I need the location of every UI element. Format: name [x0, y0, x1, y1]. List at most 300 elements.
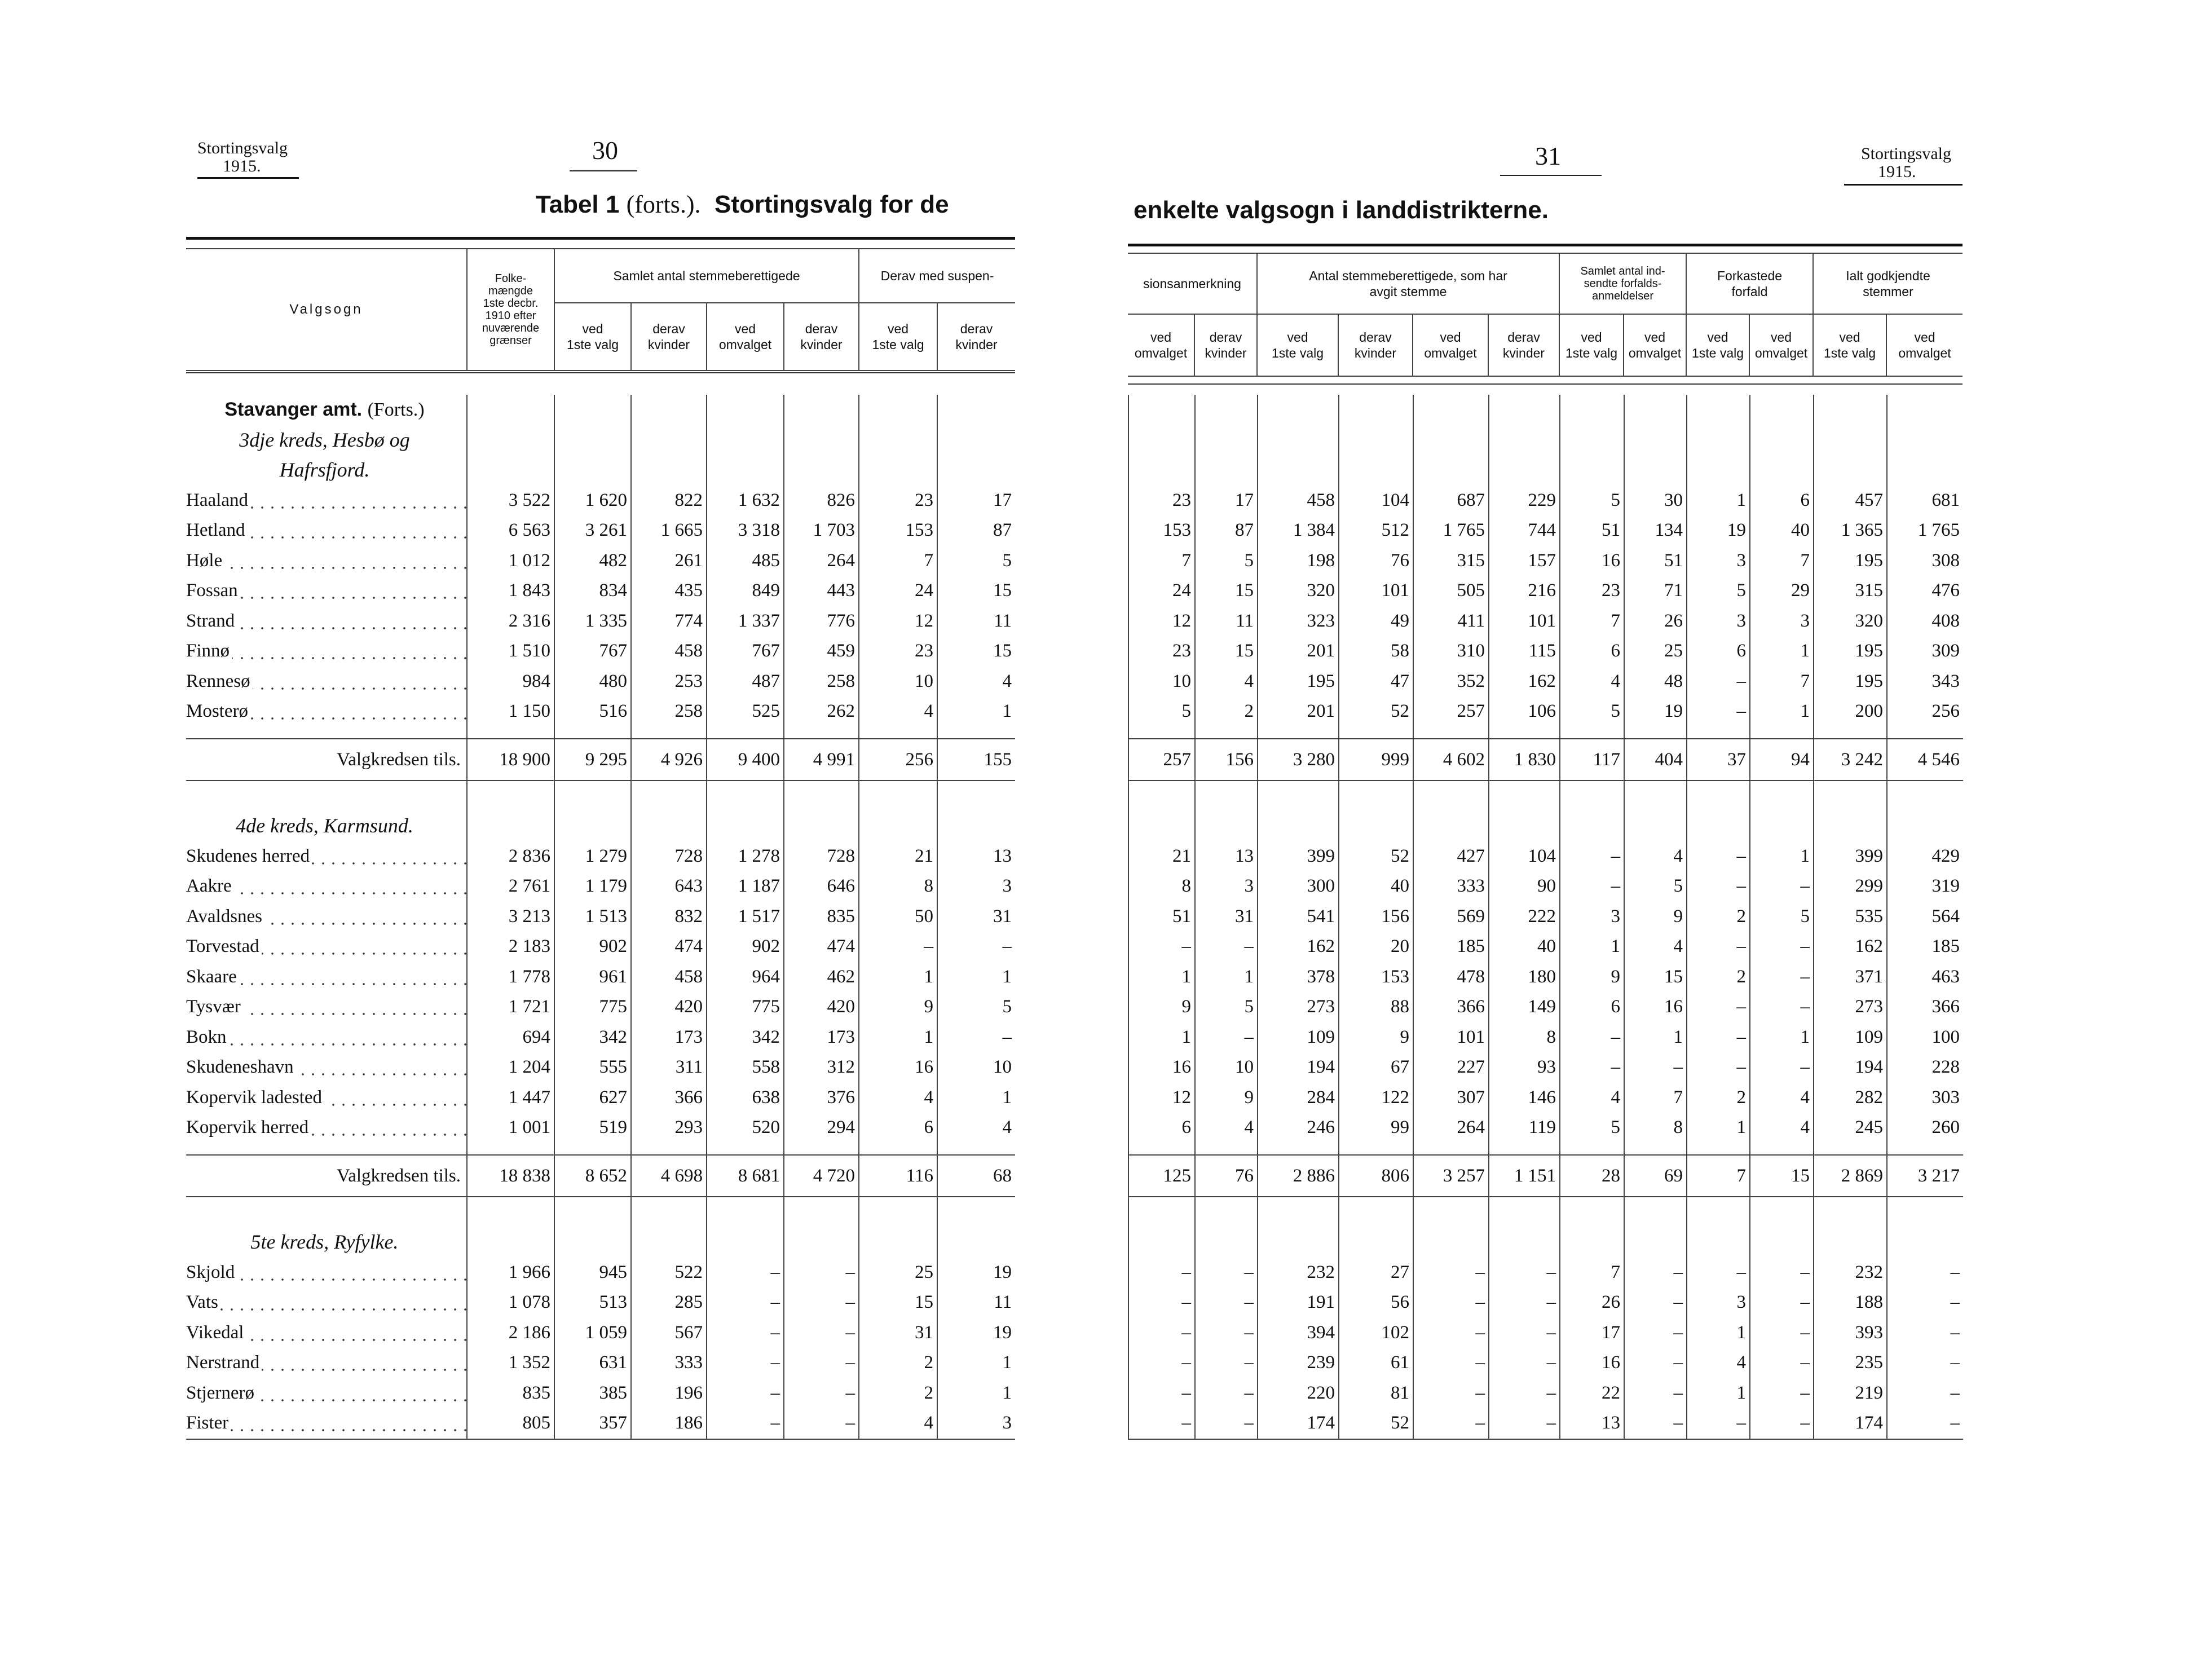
value-cell: 16: [1560, 546, 1624, 576]
empty-cell: [1560, 811, 1624, 841]
value-cell: –: [1687, 932, 1750, 962]
value-cell: 51: [1128, 902, 1195, 932]
value-cell: –: [1195, 1318, 1258, 1348]
value-cell: 1: [1687, 486, 1750, 516]
value-cell: –: [1195, 1258, 1258, 1288]
table-row: [186, 1408, 1015, 1439]
value-cell: 627: [554, 1083, 631, 1113]
value-cell: –: [1887, 1258, 1963, 1288]
value-cell: 4 602: [1413, 739, 1489, 781]
value-cell: 5: [1128, 696, 1195, 727]
value-cell: 1 703: [784, 515, 859, 546]
empty-cell: [1489, 425, 1560, 456]
empty-cell: [1195, 1197, 1258, 1228]
empty-cell: [1814, 425, 1887, 456]
value-cell: 58: [1339, 636, 1413, 667]
table-row: [1128, 781, 1963, 812]
top-rule-left: [186, 237, 1015, 240]
empty-cell: [1887, 455, 1963, 486]
value-cell: 343: [1887, 667, 1963, 697]
empty-cell: [1413, 455, 1489, 486]
value-cell: 153: [859, 515, 937, 546]
value-cell: 11: [1195, 606, 1258, 637]
empty-cell: [1687, 811, 1750, 841]
value-cell: –: [1195, 1022, 1258, 1053]
table-row: [186, 962, 1015, 993]
value-cell: 535: [1814, 902, 1887, 932]
empty-cell: [1750, 811, 1814, 841]
value-cell: 262: [784, 696, 859, 727]
empty-cell: [1750, 395, 1814, 425]
value-cell: –: [1687, 1022, 1750, 1053]
value-cell: 71: [1624, 576, 1687, 606]
value-cell: 6: [859, 1113, 937, 1143]
value-cell: 1 665: [631, 515, 707, 546]
table-row: [1128, 515, 1963, 546]
value-cell: 258: [784, 667, 859, 697]
value-cell: –: [1560, 841, 1624, 872]
empty-cell: [937, 1143, 1015, 1155]
value-cell: –: [1195, 1348, 1258, 1378]
table-row: [1128, 1083, 1963, 1113]
value-cell: 293: [631, 1113, 707, 1143]
value-cell: 404: [1624, 739, 1687, 781]
value-cell: 638: [707, 1083, 784, 1113]
empty-cell: [1687, 425, 1750, 456]
row-label-text: Vikedal: [186, 1322, 246, 1343]
empty-cell: [631, 781, 707, 812]
value-cell: 558: [707, 1052, 784, 1083]
empty-cell: [1258, 455, 1339, 486]
value-cell: 4: [1560, 667, 1624, 697]
empty-cell: [1750, 455, 1814, 486]
value-cell: 201: [1258, 636, 1339, 667]
value-cell: 646: [784, 871, 859, 902]
value-cell: 153: [1128, 515, 1195, 546]
empty-cell: [937, 425, 1015, 456]
value-cell: 25: [1624, 636, 1687, 667]
value-cell: 4 546: [1887, 739, 1963, 781]
value-cell: –: [1887, 1408, 1963, 1439]
value-cell: 19: [1687, 515, 1750, 546]
table-row: [186, 1052, 1015, 1083]
empty-cell: [1887, 1143, 1963, 1155]
header-ved-omvalget: ved omvalget: [1413, 314, 1488, 376]
value-cell: 342: [707, 1022, 784, 1053]
table-row: [1128, 841, 1963, 872]
value-cell: 76: [1195, 1155, 1258, 1197]
value-cell: 100: [1887, 1022, 1963, 1053]
value-cell: –: [1489, 1287, 1560, 1318]
value-cell: 393: [1814, 1318, 1887, 1348]
value-cell: 9: [1195, 1083, 1258, 1113]
value-cell: 1: [1750, 1022, 1814, 1053]
value-cell: 23: [1560, 576, 1624, 606]
value-cell: 2 869: [1814, 1155, 1887, 1197]
value-cell: –: [1750, 1052, 1814, 1083]
empty-cell: [1814, 1227, 1887, 1258]
value-cell: 984: [467, 667, 554, 697]
value-cell: 134: [1624, 515, 1687, 546]
value-cell: 1 447: [467, 1083, 554, 1113]
value-cell: 525: [707, 696, 784, 727]
value-cell: 366: [631, 1083, 707, 1113]
value-cell: –: [1624, 1287, 1687, 1318]
value-cell: 744: [1489, 515, 1560, 546]
value-cell: 10: [1195, 1052, 1258, 1083]
value-cell: 1: [937, 962, 1015, 993]
value-cell: 109: [1258, 1022, 1339, 1053]
value-cell: 76: [1339, 546, 1413, 576]
value-cell: 832: [631, 902, 707, 932]
row-label-text: Rennesø: [186, 671, 253, 691]
empty-cell: [1413, 395, 1489, 425]
row-label: [186, 636, 467, 667]
empty-cell: [1750, 425, 1814, 456]
empty-cell: [784, 425, 859, 456]
value-cell: 101: [1413, 1022, 1489, 1053]
right-page: [1128, 0, 1963, 1680]
value-cell: 109: [1814, 1022, 1887, 1053]
value-cell: –: [1128, 1258, 1195, 1288]
value-cell: 8: [1489, 1022, 1560, 1053]
value-cell: 516: [554, 696, 631, 727]
empty-cell: [1560, 1197, 1624, 1228]
title-main-left: Stortingsvalg for de: [715, 191, 949, 218]
empty-cell: [1687, 1197, 1750, 1228]
empty-cell: [631, 1197, 707, 1228]
value-cell: 342: [554, 1022, 631, 1053]
value-cell: 435: [631, 576, 707, 606]
value-cell: –: [1128, 1348, 1195, 1378]
value-cell: 40: [1339, 871, 1413, 902]
row-label-text: Strand: [186, 611, 237, 631]
value-cell: 376: [784, 1083, 859, 1113]
value-cell: 185: [1887, 932, 1963, 962]
table-row: [186, 1143, 1015, 1155]
value-cell: 564: [1887, 902, 1963, 932]
value-cell: 18 900: [467, 739, 554, 781]
spacer-cell: [186, 727, 467, 739]
value-cell: 246: [1258, 1113, 1339, 1143]
value-cell: –: [1687, 1052, 1750, 1083]
value-cell: 462: [784, 962, 859, 993]
value-cell: 5: [1560, 696, 1624, 727]
empty-cell: [467, 425, 554, 456]
empty-cell: [1413, 425, 1489, 456]
empty-cell: [1560, 425, 1624, 456]
value-cell: 48: [1624, 667, 1687, 697]
column-header-right: [1128, 253, 1963, 377]
value-cell: 12: [1128, 1083, 1195, 1113]
value-cell: –: [1750, 962, 1814, 993]
value-cell: 9 400: [707, 739, 784, 781]
empty-cell: [1624, 781, 1687, 812]
row-label: [186, 992, 467, 1022]
value-cell: 256: [1887, 696, 1963, 727]
value-cell: 300: [1258, 871, 1339, 902]
empty-cell: [1887, 781, 1963, 812]
value-cell: 15: [1750, 1155, 1814, 1197]
value-cell: –: [1128, 1318, 1195, 1348]
value-cell: 5: [1750, 902, 1814, 932]
value-cell: –: [1750, 1348, 1814, 1378]
table-row: [186, 455, 1015, 486]
value-cell: 93: [1489, 1052, 1560, 1083]
row-label: [186, 515, 467, 546]
row-label: [186, 1378, 467, 1409]
value-cell: 68: [937, 1155, 1015, 1197]
empty-cell: [631, 395, 707, 425]
value-cell: 822: [631, 486, 707, 516]
value-cell: 2: [859, 1348, 937, 1378]
empty-cell: [1339, 727, 1413, 739]
table-title-right: enkelte valgsogn i landdistrikterne.: [1134, 196, 1549, 224]
value-cell: 1: [1624, 1022, 1687, 1053]
value-cell: 458: [631, 962, 707, 993]
value-cell: 198: [1258, 546, 1339, 576]
empty-cell: [1339, 811, 1413, 841]
value-cell: 10: [1128, 667, 1195, 697]
table-row: [186, 606, 1015, 637]
value-cell: 1 510: [467, 636, 554, 667]
empty-cell: [1339, 1227, 1413, 1258]
header-derav-med: Derav med suspen-: [859, 249, 1015, 303]
column-header-left: [186, 248, 1015, 371]
brace-left: [197, 169, 299, 179]
table-row: [1128, 1052, 1963, 1083]
header-derav-kvinder: derav kvinder: [1338, 314, 1413, 376]
page-number-rule-right: [1500, 175, 1602, 176]
value-cell: 1 620: [554, 486, 631, 516]
value-cell: 687: [1413, 486, 1489, 516]
table-row: [186, 515, 1015, 546]
empty-cell: [707, 455, 784, 486]
value-cell: 155: [937, 739, 1015, 781]
empty-cell: [467, 811, 554, 841]
value-cell: 474: [631, 932, 707, 962]
value-cell: 2: [859, 1378, 937, 1409]
value-cell: 101: [1489, 606, 1560, 637]
value-cell: 261: [631, 546, 707, 576]
value-cell: 6: [1750, 486, 1814, 516]
value-cell: –: [937, 932, 1015, 962]
value-cell: 366: [1887, 992, 1963, 1022]
amt-note: (Forts.): [367, 399, 425, 420]
value-cell: 463: [1887, 962, 1963, 993]
value-cell: 173: [631, 1022, 707, 1053]
row-label-text: Skudenes herred: [186, 846, 312, 866]
value-cell: 4 991: [784, 739, 859, 781]
value-cell: 569: [1413, 902, 1489, 932]
value-cell: 457: [1814, 486, 1887, 516]
value-cell: 319: [1887, 871, 1963, 902]
header-forkastede: Forkastede forfald: [1686, 253, 1813, 314]
value-cell: 478: [1413, 962, 1489, 993]
empty-cell: [859, 727, 937, 739]
value-cell: 15: [937, 576, 1015, 606]
value-cell: 9: [1128, 992, 1195, 1022]
header-ialt-godkjendte: Ialt godkjendte stemmer: [1813, 253, 1963, 314]
empty-cell: [1560, 781, 1624, 812]
empty-cell: [1750, 727, 1814, 739]
table-row: [1128, 576, 1963, 606]
empty-cell: [1814, 455, 1887, 486]
blank-cell: [186, 1197, 467, 1228]
value-cell: 5: [1195, 546, 1258, 576]
value-cell: 320: [1814, 606, 1887, 637]
value-cell: 13: [937, 841, 1015, 872]
value-cell: 9: [1560, 962, 1624, 993]
page-number-left: 30: [592, 136, 618, 165]
value-cell: 1 765: [1887, 515, 1963, 546]
row-label: [186, 902, 467, 932]
empty-cell: [1887, 811, 1963, 841]
empty-cell: [467, 781, 554, 812]
value-cell: 728: [631, 841, 707, 872]
value-cell: 153: [1339, 962, 1413, 993]
value-cell: 24: [859, 576, 937, 606]
value-cell: 474: [784, 932, 859, 962]
value-cell: 2: [1195, 696, 1258, 727]
value-cell: 312: [784, 1052, 859, 1083]
value-cell: 567: [631, 1318, 707, 1348]
value-cell: 69: [1624, 1155, 1687, 1197]
empty-cell: [1258, 425, 1339, 456]
row-label-text: Haaland: [186, 490, 250, 510]
table-row: [1128, 739, 1963, 781]
row-label-text: Fister: [186, 1413, 231, 1433]
header-ved-1ste: ved 1ste valg: [1559, 314, 1624, 376]
value-cell: 826: [784, 486, 859, 516]
empty-cell: [1624, 455, 1687, 486]
value-cell: 487: [707, 667, 784, 697]
empty-cell: [937, 811, 1015, 841]
value-cell: 9: [1624, 902, 1687, 932]
value-cell: 15: [937, 636, 1015, 667]
value-cell: –: [1687, 667, 1750, 697]
value-cell: 21: [859, 841, 937, 872]
value-cell: 308: [1887, 546, 1963, 576]
empty-cell: [1195, 395, 1258, 425]
table-row: [1128, 455, 1963, 486]
table-row: [186, 546, 1015, 576]
value-cell: 3 280: [1258, 739, 1339, 781]
value-cell: 117: [1560, 739, 1624, 781]
empty-cell: [1195, 455, 1258, 486]
value-cell: 1: [937, 1083, 1015, 1113]
value-cell: 15: [1624, 962, 1687, 993]
value-cell: 201: [1258, 696, 1339, 727]
value-cell: 191: [1258, 1287, 1339, 1318]
empty-cell: [1339, 1197, 1413, 1228]
value-cell: 18 838: [467, 1155, 554, 1197]
value-cell: 1: [1750, 636, 1814, 667]
empty-cell: [1750, 1143, 1814, 1155]
value-cell: 1 384: [1258, 515, 1339, 546]
value-cell: 458: [1258, 486, 1339, 516]
empty-cell: [937, 781, 1015, 812]
table-row: [1128, 1378, 1963, 1409]
value-cell: 12: [1128, 606, 1195, 637]
empty-cell: [1489, 727, 1560, 739]
value-cell: 6: [1128, 1113, 1195, 1143]
value-cell: 333: [1413, 871, 1489, 902]
value-cell: 522: [631, 1258, 707, 1288]
value-cell: 50: [859, 902, 937, 932]
row-label-text: Tysvær: [186, 996, 243, 1017]
value-cell: 427: [1413, 841, 1489, 872]
empty-cell: [859, 455, 937, 486]
empty-cell: [1887, 1227, 1963, 1258]
kreds-heading-cont: Hafrsfjord.: [279, 458, 370, 481]
value-cell: 5: [1560, 486, 1624, 516]
value-cell: –: [1750, 1378, 1814, 1409]
value-cell: 902: [707, 932, 784, 962]
value-cell: 174: [1258, 1408, 1339, 1439]
value-cell: 185: [1413, 932, 1489, 962]
value-cell: 520: [707, 1113, 784, 1143]
value-cell: 31: [859, 1318, 937, 1348]
empty-cell: [937, 727, 1015, 739]
value-cell: 5: [1624, 871, 1687, 902]
value-cell: 9: [859, 992, 937, 1022]
running-year-right: 1915.: [1878, 162, 1916, 181]
data-table-left: [186, 395, 1015, 1440]
empty-cell: [1128, 1227, 1195, 1258]
empty-cell: [467, 1227, 554, 1258]
table-row: [1128, 1197, 1963, 1228]
header-derav-kvinder: derav kvinder: [1488, 314, 1559, 376]
row-label: [186, 606, 467, 637]
value-cell: 385: [554, 1378, 631, 1409]
table-row: [1128, 1287, 1963, 1318]
empty-cell: [859, 1143, 937, 1155]
value-cell: 6: [1560, 992, 1624, 1022]
header-derav-kvinder: derav kvinder: [631, 303, 707, 371]
value-cell: 1 337: [707, 606, 784, 637]
value-cell: 15: [1195, 576, 1258, 606]
value-cell: 28: [1560, 1155, 1624, 1197]
value-cell: 505: [1413, 576, 1489, 606]
value-cell: 195: [1814, 546, 1887, 576]
value-cell: 8: [1624, 1113, 1687, 1143]
value-cell: 17: [1195, 486, 1258, 516]
row-label-text: Høle: [186, 550, 224, 571]
table-row: [186, 1318, 1015, 1348]
empty-cell: [1887, 727, 1963, 739]
value-cell: –: [1624, 1318, 1687, 1348]
value-cell: 26: [1560, 1287, 1624, 1318]
row-label: [186, 1113, 467, 1143]
empty-cell: [1687, 455, 1750, 486]
value-cell: 6 563: [467, 515, 554, 546]
empty-cell: [631, 811, 707, 841]
row-label-text: Vats: [186, 1292, 220, 1312]
value-cell: 3: [1195, 871, 1258, 902]
value-cell: 8 681: [707, 1155, 784, 1197]
empty-cell: [467, 395, 554, 425]
header-bottom-rule-left: [186, 372, 1015, 373]
value-cell: 1 001: [467, 1113, 554, 1143]
value-cell: 2 886: [1258, 1155, 1339, 1197]
value-cell: 7: [1687, 1155, 1750, 1197]
value-cell: 7: [1750, 667, 1814, 697]
value-cell: 282: [1814, 1083, 1887, 1113]
value-cell: 273: [1258, 992, 1339, 1022]
value-cell: –: [1128, 1287, 1195, 1318]
value-cell: 775: [707, 992, 784, 1022]
